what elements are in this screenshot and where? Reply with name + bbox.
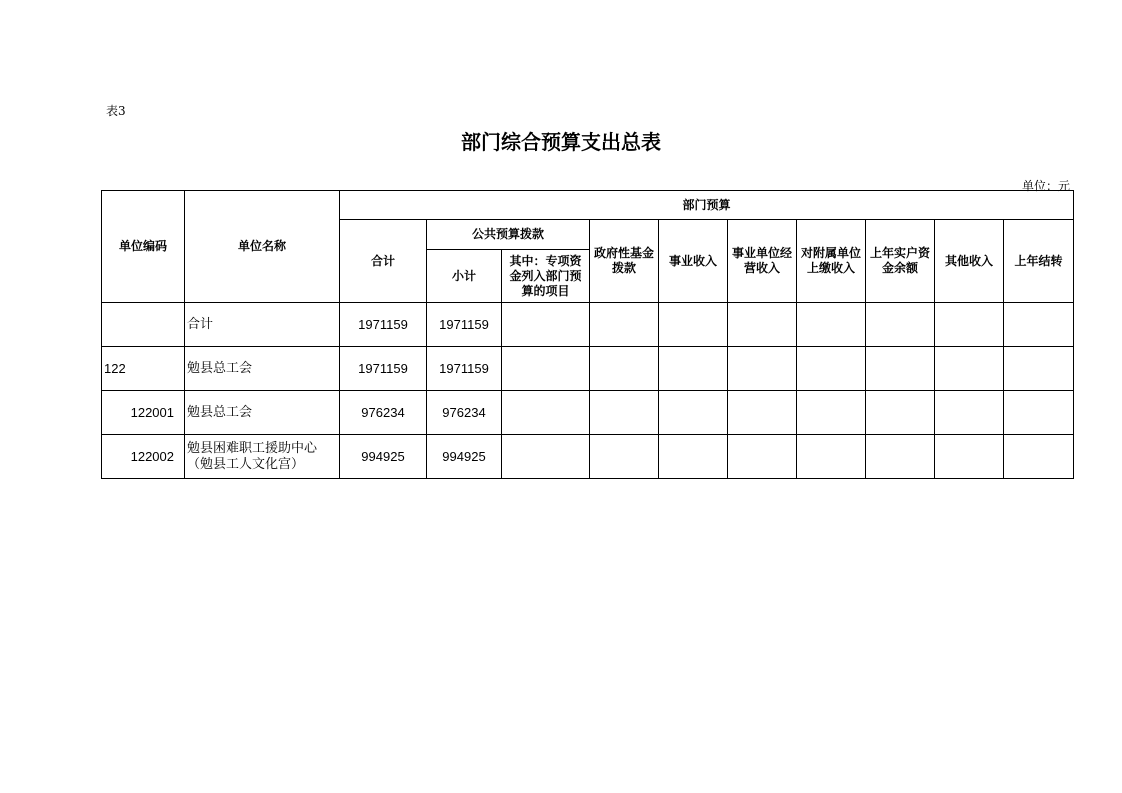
empty-cell (866, 347, 935, 391)
empty-cell (1004, 391, 1074, 435)
unit-label: 单位：元 (1021, 179, 1070, 193)
row-code: 122 (102, 347, 185, 391)
empty-cell (502, 391, 590, 435)
empty-cell (797, 303, 866, 347)
empty-cell (866, 391, 935, 435)
row-name: 勉县困难职工援助中心（勉县工人文化宫） (185, 435, 340, 479)
empty-cell (1004, 347, 1074, 391)
row-subtotal: 976234 (427, 391, 502, 435)
header-other-income: 其他收入 (935, 220, 1004, 303)
row-subtotal: 1971159 (427, 347, 502, 391)
header-unit-name: 单位名称 (185, 191, 340, 303)
empty-cell (728, 347, 797, 391)
table-row (102, 435, 1074, 479)
empty-cell (1004, 435, 1074, 479)
empty-cell (590, 391, 659, 435)
empty-cell (502, 303, 590, 347)
row-total: 1971159 (340, 303, 427, 347)
row-code (102, 303, 185, 347)
row-name: 勉县总工会 (185, 347, 340, 391)
row-total: 994925 (340, 435, 427, 479)
header-affiliated-income: 对附属单位上缴收入 (797, 220, 866, 303)
row-total: 1971159 (340, 347, 427, 391)
table-row (102, 303, 1074, 347)
empty-cell (797, 435, 866, 479)
empty-cell (935, 347, 1004, 391)
header-prev-balance: 上年实户资金余额 (866, 220, 935, 303)
empty-cell (866, 435, 935, 479)
empty-cell (728, 391, 797, 435)
row-code: 122001 (102, 391, 185, 435)
empty-cell (797, 347, 866, 391)
empty-cell (728, 303, 797, 347)
header-operating-income: 事业单位经营收入 (728, 220, 797, 303)
header-special-funds: 其中：专项资金列入部门预算的项目 (502, 250, 590, 303)
header-total: 合计 (340, 220, 427, 303)
empty-cell (659, 347, 728, 391)
empty-cell (797, 391, 866, 435)
row-total: 976234 (340, 391, 427, 435)
header-unit-code: 单位编码 (102, 191, 185, 303)
page-title: 部门综合预算支出总表 (461, 130, 661, 154)
empty-cell (590, 435, 659, 479)
header-gov-fund: 政府性基金拨款 (590, 220, 659, 303)
row-subtotal: 1971159 (427, 303, 502, 347)
empty-cell (659, 391, 728, 435)
table-row (102, 347, 1074, 391)
empty-cell (590, 303, 659, 347)
empty-cell (502, 435, 590, 479)
row-subtotal: 994925 (427, 435, 502, 479)
header-dept-budget: 部门预算 (340, 191, 1074, 220)
empty-cell (935, 435, 1004, 479)
header-business-income: 事业收入 (659, 220, 728, 303)
row-name: 合计 (185, 303, 340, 347)
table-row (102, 391, 1074, 435)
header-prev-carryover: 上年结转 (1004, 220, 1074, 303)
empty-cell (935, 303, 1004, 347)
empty-cell (659, 303, 728, 347)
empty-cell (502, 347, 590, 391)
empty-cell (866, 303, 935, 347)
empty-cell (1004, 303, 1074, 347)
empty-cell (728, 435, 797, 479)
empty-cell (590, 347, 659, 391)
header-subtotal: 小计 (427, 250, 502, 303)
row-code: 122002 (102, 435, 185, 479)
empty-cell (659, 435, 728, 479)
empty-cell (935, 391, 1004, 435)
table-number-label: 表3 (106, 104, 126, 118)
header-public-budget: 公共预算拨款 (427, 220, 590, 250)
row-name: 勉县总工会 (185, 391, 340, 435)
budget-table (101, 190, 1074, 479)
